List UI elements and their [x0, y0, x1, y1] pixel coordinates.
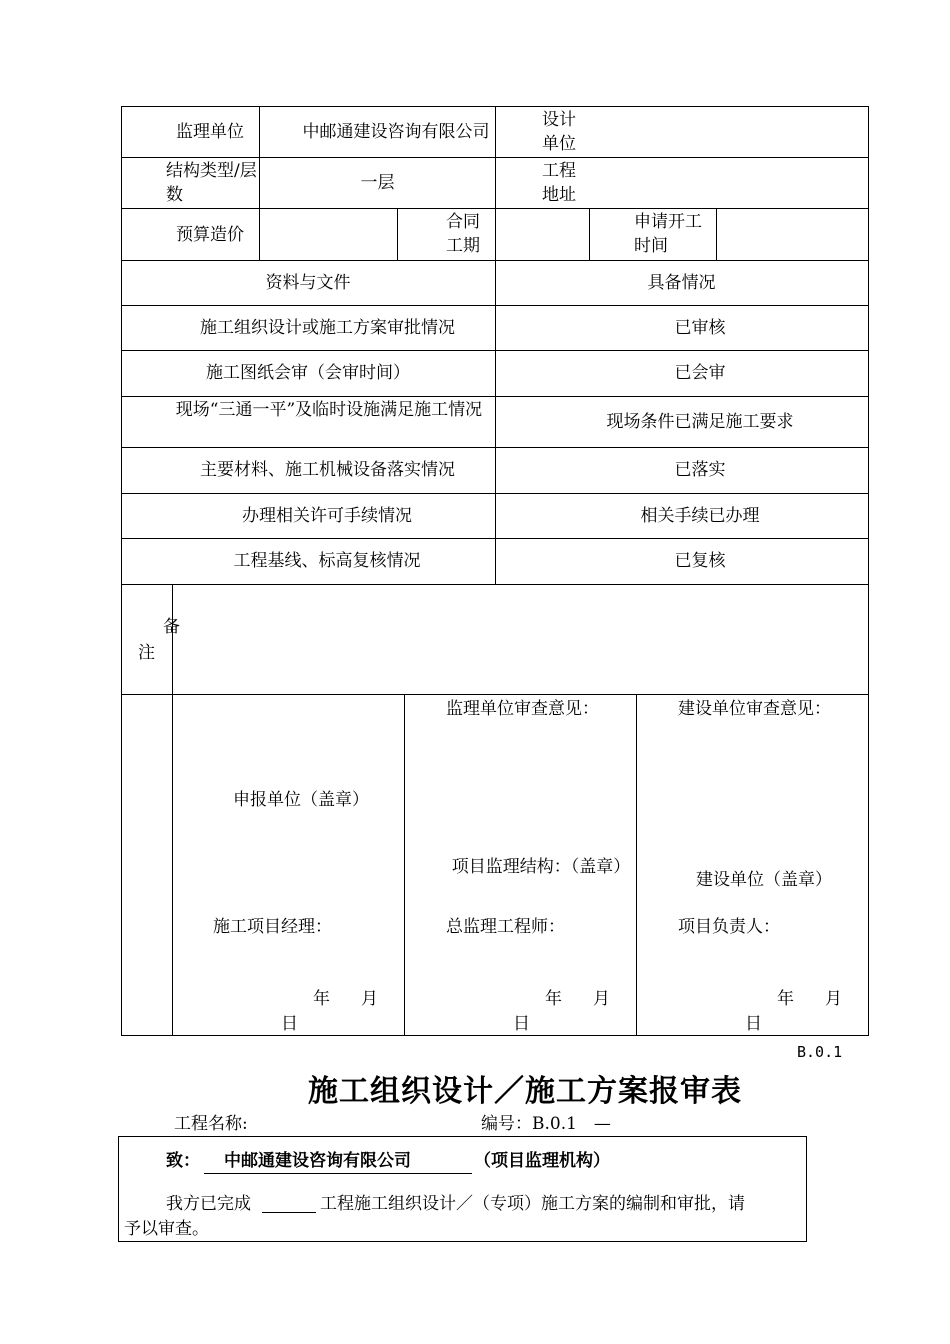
design-unit-label: 设计单位: [542, 110, 576, 154]
supervisor-seal: 项目监理结构：（盖章）: [451, 857, 631, 877]
status-column-header: 具备情况: [647, 272, 716, 293]
date-year: 年: [545, 989, 562, 1009]
checklist-item: 工程基线、标高复核情况: [233, 551, 421, 571]
to-label: 致：: [166, 1151, 200, 1171]
date-month: 月: [825, 989, 842, 1009]
owner-lead: 项目负责人：: [678, 917, 780, 937]
body-text-line2: 予以审查。: [124, 1219, 209, 1239]
start-time-value: [716, 209, 868, 260]
checklist-status: 相关手续已办理: [640, 505, 760, 526]
to-suffix: （项目监理机构）: [474, 1151, 610, 1171]
checklist-item: 施工图纸会审（会审时间）: [206, 363, 410, 383]
structure-label: 结构类型/层数: [166, 161, 257, 205]
remarks-label: 注: [138, 643, 155, 663]
date-month: 月: [361, 989, 378, 1009]
checklist-status: 已落实: [674, 460, 726, 480]
supervisor-unit-label: 监理单位: [176, 122, 244, 142]
chief-engineer: 总监理工程师：: [446, 917, 565, 937]
budget-label: 预算造价: [176, 224, 244, 245]
date-day: 日: [281, 1014, 298, 1034]
checklist-status: 现场条件已满足施工要求: [606, 411, 794, 432]
checklist-item: 主要材料、施工机械设备落实情况: [200, 460, 455, 480]
remarks-label: 备: [163, 617, 180, 637]
checklist-item: 现场“三通一平”及临时设施满足施工情况: [175, 400, 483, 420]
budget-value: [260, 209, 397, 260]
address-value: [596, 158, 868, 208]
checklist-item: 施工组织设计或施工方案审批情况: [200, 317, 455, 338]
date-year: 年: [777, 989, 794, 1009]
contract-period-label: 合同工期: [446, 212, 480, 256]
structure-value: 一层: [360, 173, 395, 193]
applicant-manager: 施工项目经理：: [213, 917, 332, 937]
date-day: 日: [513, 1014, 530, 1034]
supervisor-opinion: 监理单位审查意见：: [446, 699, 599, 719]
blank-line: [262, 1212, 316, 1213]
owner-opinion: 建设单位审查意见：: [678, 699, 831, 719]
checklist-status: 已复核: [674, 551, 726, 571]
date-day: 日: [745, 1014, 762, 1034]
page-title: 施工组织设计／施工方案报审表: [308, 1074, 742, 1109]
body-text-rest: 工程施工组织设计／（专项）施工方案的编制和审批，请: [320, 1194, 745, 1214]
start-time-label: 申请开工时间: [634, 212, 702, 256]
owner-seal: 建设单位（盖章）: [696, 870, 832, 890]
docs-column-header: 资料与文件: [265, 272, 351, 293]
address-label: 工程地址: [542, 161, 576, 205]
form-number: 编号：B.0.1 —: [481, 1112, 701, 1137]
design-unit-value: [596, 107, 868, 157]
supervisor-unit-value: 中邮通建设咨询有限公司: [302, 122, 490, 142]
project-name-label: 工程名称:: [174, 1114, 248, 1134]
contract-period-value: [495, 209, 589, 260]
checklist-item: 办理相关许可手续情况: [242, 505, 412, 526]
date-month: 月: [593, 989, 610, 1009]
checklist-status: 已审核: [674, 317, 726, 338]
to-value: 中邮通建设咨询有限公司: [204, 1149, 472, 1174]
date-year: 年: [313, 989, 330, 1009]
applicant-seal: 申报单位（盖章）: [233, 790, 369, 810]
checklist-status: 已会审: [674, 363, 726, 383]
form-code: B.0.1: [797, 1043, 843, 1061]
body-text-start: 我方已完成: [166, 1194, 251, 1214]
